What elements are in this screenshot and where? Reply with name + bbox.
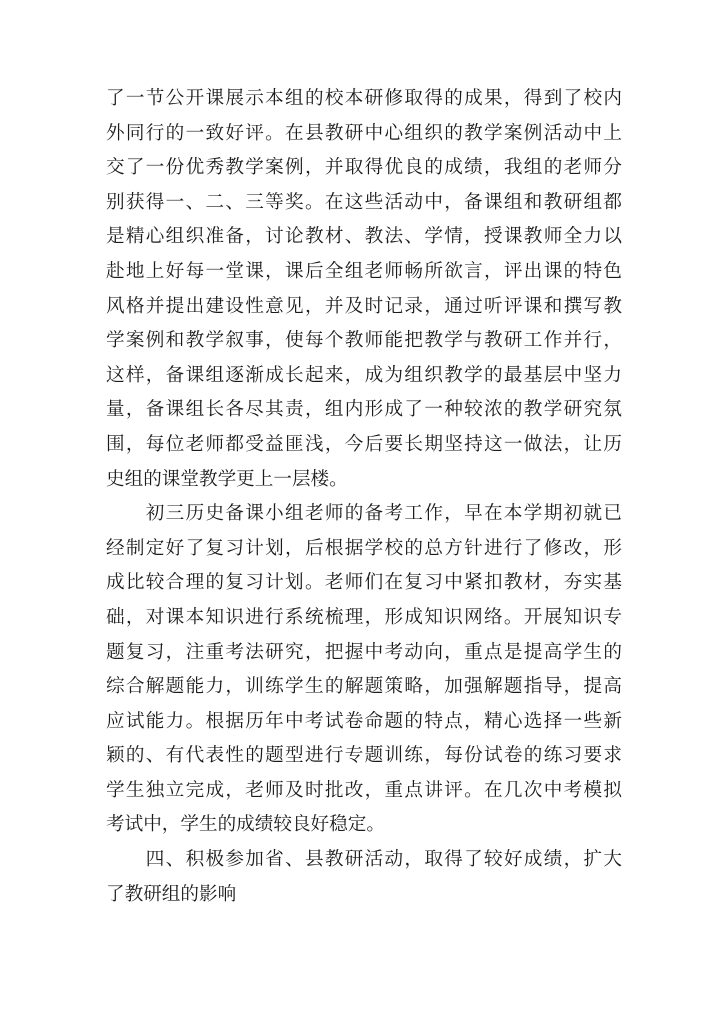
text-line: 四、积极参加省、县教研活动，取得了较好成绩，扩大 bbox=[106, 849, 622, 871]
text-line: 外同行的一致好评。在县教研中心组织的教学案例活动中上 bbox=[106, 122, 622, 144]
paragraph-1 bbox=[106, 82, 622, 497]
text-line: 综合解题能力，训练学生的解题策略，加强解题指导，提高 bbox=[106, 676, 622, 698]
text-line: 成比较合理的复习计划。老师们在复习中紧扣教材，夯实基 bbox=[106, 572, 622, 594]
paragraph-3 bbox=[106, 843, 622, 912]
text-line: 考试中，学生的成绩较良好稳定。 bbox=[106, 814, 385, 836]
text-line: 这样，备课组逐渐成长起来，成为组织教学的最基层中坚力 bbox=[106, 364, 622, 386]
text-line: 别获得一、二、三等奖。在这些活动中，备课组和教研组都 bbox=[106, 191, 622, 213]
text-line: 赴地上好每一堂课，课后全组老师畅所欲言，评出课的特色 bbox=[106, 260, 622, 282]
text-line: 应试能力。根据历年中考试卷命题的特点，精心选择一些新 bbox=[106, 710, 622, 732]
text-line: 经制定好了复习计划，后根据学校的总方针进行了修改，形 bbox=[106, 537, 622, 559]
text-line: 史组的课堂教学更上一层楼。 bbox=[106, 468, 348, 490]
text-line: 学生独立完成，老师及时批改，重点讲评。在几次中考模拟 bbox=[106, 779, 622, 801]
paragraph-2 bbox=[106, 497, 622, 843]
text-line: 风格并提出建设性意见，并及时记录，通过听评课和撰写教 bbox=[106, 295, 622, 317]
text-line: 了教研组的影响 bbox=[106, 883, 237, 905]
text-line: 颖的、有代表性的题型进行专题训练，每份试卷的练习要求 bbox=[106, 745, 622, 767]
text-line: 围，每位老师都受益匪浅，今后要长期坚持这一做法，让历 bbox=[106, 433, 622, 455]
text-line: 交了一份优秀教学案例，并取得优良的成绩，我组的老师分 bbox=[106, 157, 622, 179]
text-line: 量，备课组长各尽其责，组内形成了一种较浓的教学研究氛 bbox=[106, 399, 622, 421]
document-body bbox=[106, 82, 622, 912]
text-line: 学案例和教学叙事，使每个教师能把教学与教研工作并行， bbox=[106, 330, 622, 352]
text-line: 础，对课本知识进行系统梳理，形成知识网络。开展知识专 bbox=[106, 606, 622, 628]
text-line: 题复习，注重考法研究，把握中考动向，重点是提高学生的 bbox=[106, 641, 622, 663]
text-line: 了一节公开课展示本组的校本研修取得的成果，得到了校内 bbox=[106, 88, 622, 109]
text-line: 初三历史备课小组老师的备考工作，早在本学期初就已 bbox=[106, 503, 622, 525]
text-line: 是精心组织准备，讨论教材、教法、学情，授课教师全力以 bbox=[106, 226, 622, 248]
